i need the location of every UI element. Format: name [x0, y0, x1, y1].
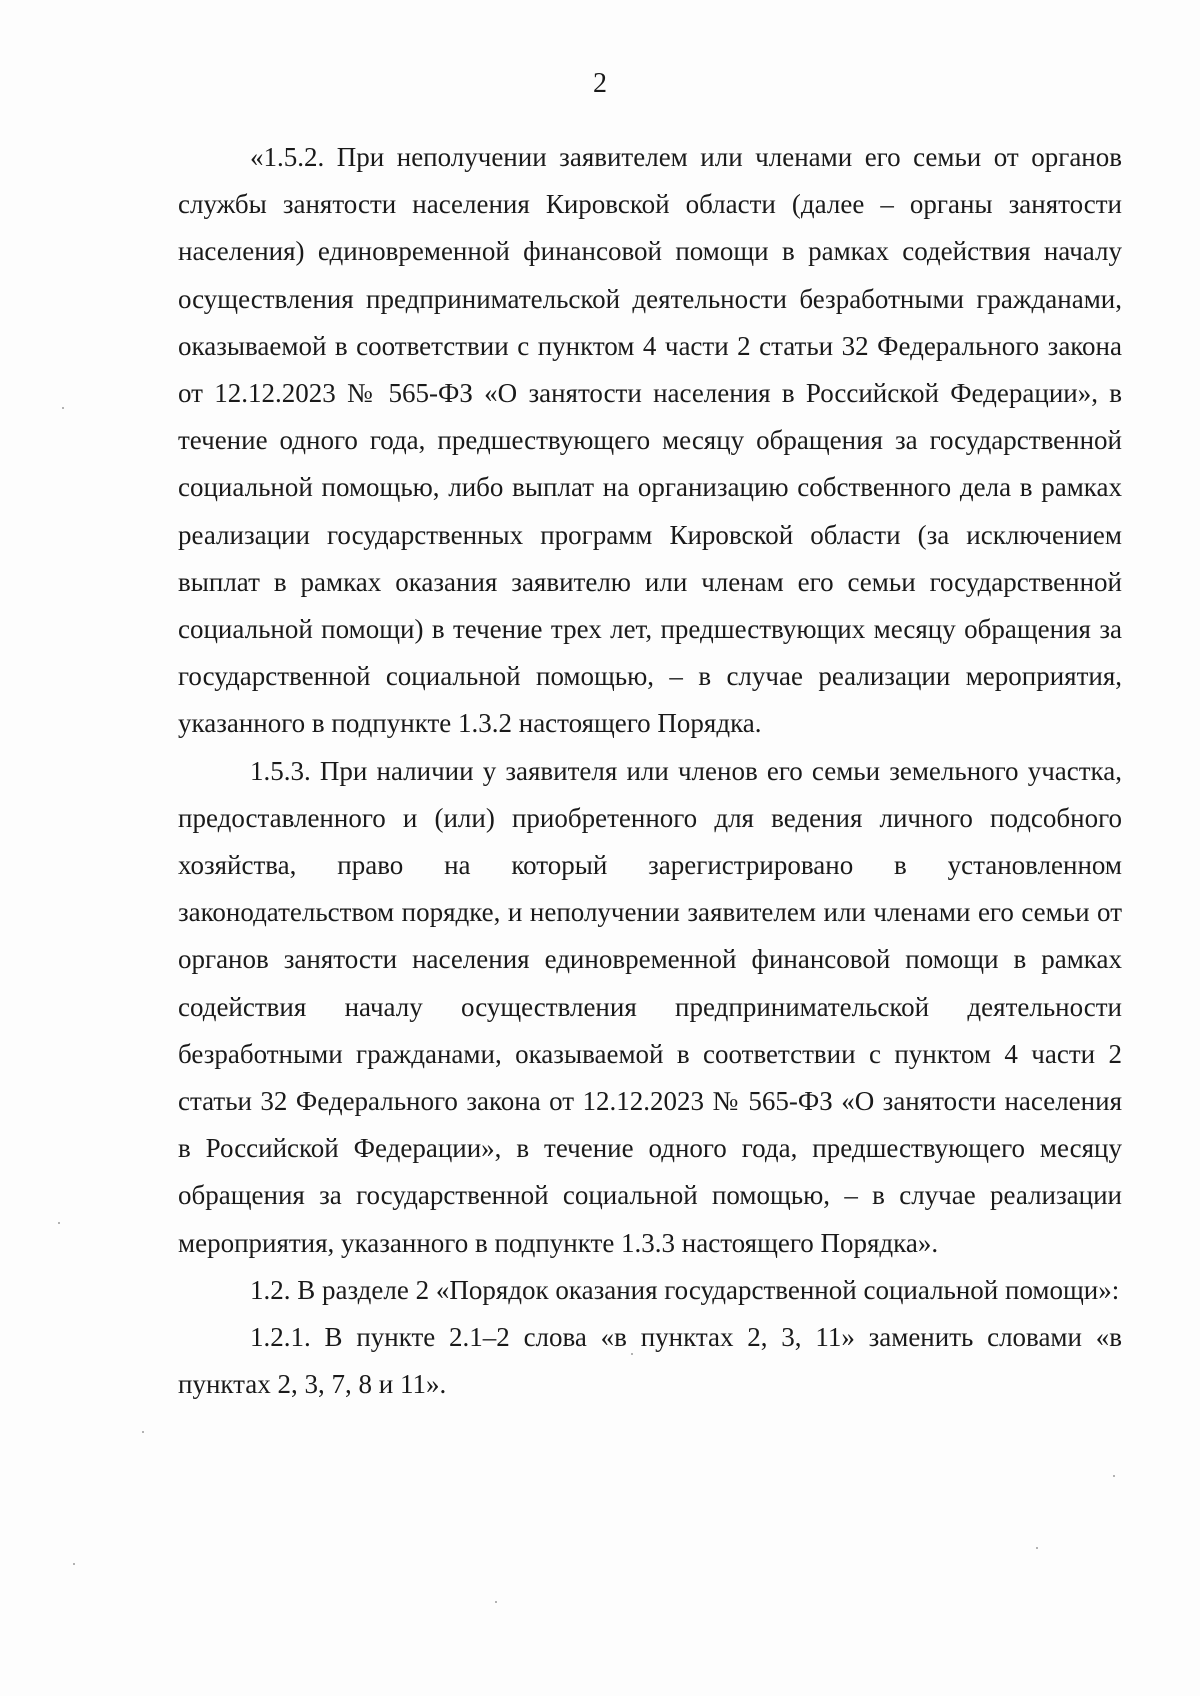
scan-speck	[62, 407, 64, 409]
paragraph-1-5-2: «1.5.2. При неполучении заявителем или членами его семьи от органов службы занятости населения Кировской области (далее – органы занятости населения) единовременной финансовой помощи в рамках содействия началу осуществления предпринимательской деятельности безработными гражданами, оказываемой в соответствии с пунктом 4 части 2 статьи 32 Федерального закона от 12.12.2023 № 565-ФЗ «О занятости населения в Российской Федерации», в течение одного года, предшествующего месяцу обращения за государственной социальной помощью, либо выплат на организацию собственного дела в рамках реализации государственных программ Кировской области (за исключением выплат в рамках оказания заявителю или членам его семьи государственной социальной помощи) в течение трех лет, предшествующих месяцу обращения за государственной социальной помощью, – в случае реализации мероприятия, указанного в подпункте 1.3.2 настоящего Порядка.	[178, 142, 1122, 739]
scan-speck	[58, 1222, 60, 1224]
scan-speck	[142, 1431, 144, 1433]
scan-speck	[1113, 1475, 1115, 1477]
paragraph-1-2: 1.2. В разделе 2 «Порядок оказания государственной социальной помощи»:	[250, 1274, 1120, 1305]
scan-speck	[73, 1563, 75, 1565]
paragraph-1-5-3: 1.5.3. При наличии у заявителя или членов его семьи земельного участка, предоставленного и (или) приобретенного для ведения личного подсобного хозяйства, право на который зарегистрировано в установленном законодательством порядке, и неполучении заявителем или членами его семьи от органов занятости населения единовременной финансовой помощи в рамках содействия началу осуществления предпринимательской деятельности безработными гражданами, оказываемой в соответствии с пунктом 4 части 2 статьи 32 Федерального закона от 12.12.2023 № 565-ФЗ «О занятости населения в Российской Федерации», в течение одного года, предшествующего месяцу обращения за государственной социальной помощью, – в случае реализации мероприятия, указанного в подпункте 1.3.3 настоящего Порядка».	[178, 755, 1122, 1258]
page-number: 2	[593, 68, 607, 99]
scan-speck	[495, 1601, 497, 1603]
paragraph-1-2-1: 1.2.1. В пункте 2.1–2 слова «в пунктах 2, 3, 11» заменить словами «в пунктах 2, 3, 7, 8 и 11».	[178, 1322, 1122, 1400]
scan-speck	[1036, 1547, 1038, 1549]
document-body	[178, 134, 1122, 1408]
scan-speck	[631, 1353, 633, 1355]
